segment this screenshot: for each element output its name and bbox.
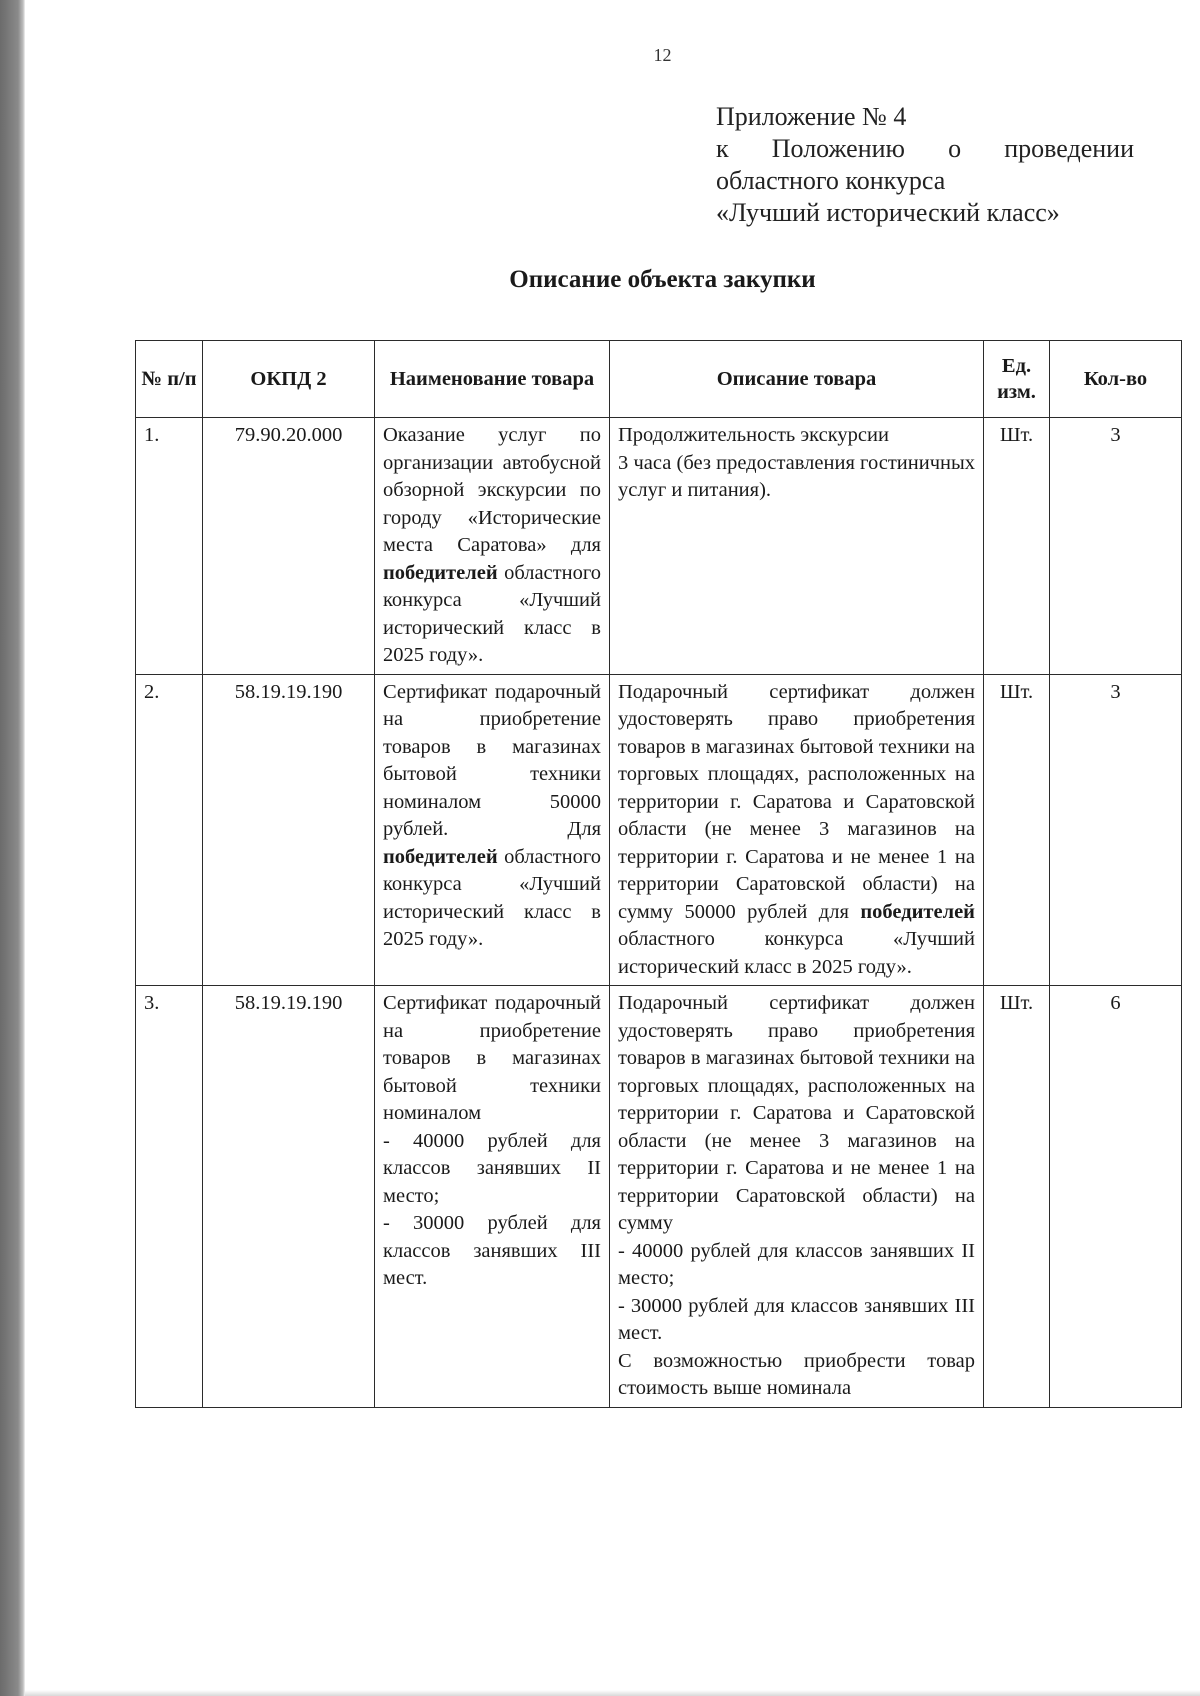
row-3-name-line: - 40000 рублей для классов занявших II место; — [383, 1129, 601, 1207]
row-2-desc — [610, 674, 984, 986]
header-unit: Ед. изм. — [984, 341, 1050, 418]
appendix-line-2: к Положению о проведении — [716, 134, 1134, 163]
page-number: 12 — [653, 45, 672, 65]
row-1-unit: Шт. — [984, 418, 1050, 675]
row-1-desc-line: Продолжительность экскурсии — [618, 424, 889, 446]
row-3-okpd: 58.19.19.190 — [203, 986, 375, 1408]
row-3-num: 3. — [136, 986, 203, 1408]
row-3-desc — [610, 986, 984, 1408]
row-2-qty: 3 — [1050, 674, 1182, 986]
row-3-desc-line: - 30000 рублей для классов занявших III мест. — [618, 1294, 975, 1344]
scan-edge-left — [0, 0, 25, 1696]
row-1-name — [375, 418, 610, 675]
procurement-table — [135, 340, 1182, 1408]
row-3-qty: 6 — [1050, 986, 1182, 1408]
row-2-desc-text: Подарочный сертификат должен удостоверять право приобретения товаров в магазинах бытовой техники на торговых площадях, расположенных на территории г. Саратова и Саратовской области (не менее 3 магазинов на территории г. Саратова и не менее 1 на территории Саратовской области) на сумму 50000 рублей для — [618, 680, 975, 923]
row-2-okpd: 58.19.19.190 — [203, 674, 375, 986]
row-1-name-text-end: областного конкурса «Лучший исторический класс в 2025 году». — [383, 561, 601, 666]
row-2-name-bold: победителей — [383, 845, 498, 868]
row-3-name — [375, 986, 610, 1408]
document-title: Описание объекта закупки — [509, 266, 816, 293]
row-1-desc — [610, 418, 984, 675]
header-qty: Кол-во — [1050, 341, 1182, 418]
table-header-row — [136, 341, 1182, 418]
row-1-qty: 3 — [1050, 418, 1182, 675]
row-2-desc-text-end: областного конкурса «Лучший исторический класс в 2025 году». — [618, 928, 975, 978]
table-row — [136, 418, 1182, 675]
header-okpd: ОКПД 2 — [203, 341, 375, 418]
row-3-name-line: Сертификат подарочный на приобретение товаров в магазинах бытовой техники номиналом — [383, 992, 601, 1124]
table-row — [136, 986, 1182, 1408]
row-1-name-text: Оказание услуг по организации автобусной обзорной экскурсии по городу «Исторические места Саратова» для — [383, 424, 601, 556]
appendix-line-1: Приложение № 4 — [716, 102, 907, 131]
table-row — [136, 674, 1182, 986]
row-2-num: 2. — [136, 674, 203, 986]
row-1-num: 1. — [136, 418, 203, 675]
scan-edge-bottom — [25, 1690, 1200, 1696]
appendix-header — [716, 101, 1134, 229]
row-3-unit: Шт. — [984, 986, 1050, 1408]
row-1-name-bold: победителей — [383, 561, 498, 584]
row-2-name-text-end: областного конкурса «Лучший исторический класс в 2025 году». — [383, 845, 601, 950]
row-3-desc-line: Подарочный сертификат должен удостоверять право приобретения товаров в магазинах бытовой техники на торговых площадях, расположенных на территории г. Саратова и Саратовской области (не менее 3 магазинов на территории г. Саратова и не менее 1 на территории Саратовской области) на сумму — [618, 992, 975, 1234]
row-2-desc-bold: победителей — [860, 900, 975, 923]
row-3-desc-line: С возможностью приобрести товар стоимость выше номинала — [618, 1349, 975, 1399]
row-2-name — [375, 674, 610, 986]
header-num: № п/п — [136, 341, 203, 418]
row-3-desc-line: - 40000 рублей для классов занявших II место; — [618, 1239, 975, 1289]
row-2-unit: Шт. — [984, 674, 1050, 986]
row-3-name-line: - 30000 рублей для классов занявших III мест. — [383, 1212, 601, 1289]
row-1-desc-line: 3 часа (без предоставления гостиничных услуг и питания). — [618, 451, 975, 501]
appendix-line-3: областного конкурса — [716, 166, 946, 195]
header-name: Наименование товара — [375, 341, 610, 418]
header-desc: Описание товара — [610, 341, 984, 418]
row-1-okpd: 79.90.20.000 — [203, 418, 375, 675]
row-2-name-text: Сертификат подарочный на приобретение товаров в магазинах бытовой техники номиналом 50000 рублей. Для — [383, 680, 601, 840]
appendix-line-4: «Лучший исторический класс» — [716, 198, 1060, 227]
